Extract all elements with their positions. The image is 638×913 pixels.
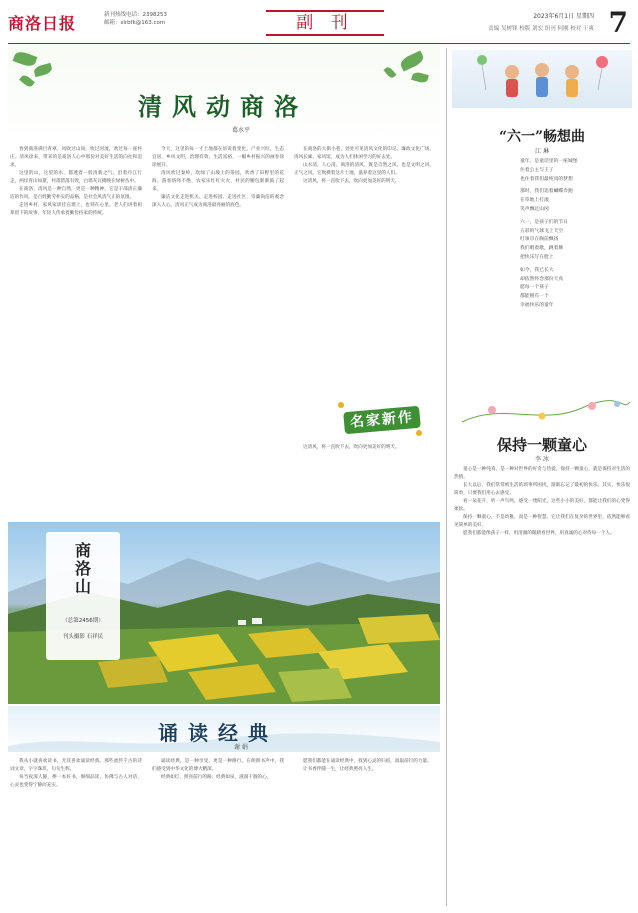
main-essay-title: 清风动商洛 — [138, 92, 308, 121]
paragraph: 我从小就喜欢读书，尤其喜欢诵读经典。那些流传千古的诗词文章，字字珠玑，句句生辉。 — [10, 759, 142, 772]
lower-essay-column-1 — [10, 758, 142, 906]
main-essay-column-3b — [294, 444, 434, 518]
badge-label: 名家新作 — [343, 406, 421, 435]
poem-line: 笑声飘过山冈 — [520, 206, 549, 212]
contact-info — [104, 11, 167, 27]
poem-line: 在草地上打滚 — [520, 198, 549, 204]
paragraph: 这清风，将一直吹下去，吹向更加美好的明天。 — [303, 179, 400, 184]
lower-essay-column-2 — [152, 758, 284, 906]
poem-line: 我们唱着歌，跳着舞 — [520, 246, 564, 252]
paragraph: 让书香伴随一生，让经典照亮人生。 — [303, 767, 377, 772]
lower-essay-author: 谢 娟 — [234, 744, 248, 751]
paragraph: 春到商洛满目青翠，风吹过山岗，吹过河流，吹过每一座村庄。清风徐来，带来的是商洛人心中那份对美好生活的向往和追求。 — [10, 147, 142, 168]
poem-title: “六一”畅想曲 — [498, 129, 586, 145]
leaf-decoration-icon — [19, 73, 35, 88]
flower-decoration-icon — [452, 382, 632, 430]
paragraph: 保持一颗童心，不是幼稚，而是一种智慧。它让我们在复杂的世界里，依然能够看见简单的美好。 — [454, 515, 630, 528]
dot-decoration-icon — [338, 402, 344, 408]
paragraph: 廉洁文化走进机关、走进校园、走进社区，崇廉尚洁的观念深入人心。清风正气成为商洛最亮丽的底色。 — [152, 195, 284, 208]
page-number: 7 — [608, 6, 628, 39]
right-essay-body — [454, 466, 630, 906]
main-essay-column-2 — [152, 146, 284, 518]
poem-line: 愿每一个孩子 — [520, 285, 549, 291]
masthead-divider — [8, 43, 630, 44]
poem-line: 童年，是童话里的一座城堡 — [520, 159, 578, 164]
editor-credits: 责编 吴树锋 校版 刘宏 组刊 何刚 校对 于爽 — [488, 26, 594, 32]
children-illustration-icon — [452, 50, 632, 108]
poem-line: 都能拥有一个 — [520, 294, 549, 300]
poem-line: 幸福快乐的童年 — [520, 302, 554, 308]
photo-title: 商洛山 — [74, 541, 91, 596]
poem-line: 也住着我们最纯真的梦想 — [520, 176, 573, 182]
paragraph: 长大以后，我们常常被生活的琐事所困扰，渐渐忘记了最初的快乐。其实，快乐很简单，只要我们用心去感受。 — [454, 483, 630, 496]
photo-credit: 刊头摄影 石祥民 — [62, 634, 104, 640]
right-essay-author: 李 冰 — [535, 456, 549, 463]
poem-header-illustration — [452, 50, 632, 108]
poem-line: 如今，我已长大 — [520, 267, 554, 273]
right-essay-title: 保持一颗童心 — [496, 436, 587, 454]
hotline-text: 新刊热线电话：2398253 — [104, 12, 167, 18]
paragraph: 在商洛的大街小巷，处处可见清风文化的印记。廉政文化广场、清风长廊、家风馆，成为人们休闲学习的好去处。 — [294, 147, 434, 160]
poem-line: 六一，是孩子们的节日 — [520, 219, 568, 225]
masthead — [8, 6, 630, 42]
email-text: 邮箱：slrbfk@163.com — [104, 20, 166, 26]
paragraph: 清风吹过秦岭，吹绿了山坡上的茶园，吹香了田野里的花海。游客络绎不绝，农家乐红红火火，村民的腰包渐渐鼓了起来。 — [152, 171, 284, 192]
paragraph: 童心是一种纯真，是一种对世界的好奇与热爱。保持一颗童心，就是保持对生活的热情。 — [454, 467, 630, 480]
leaf-decoration-icon — [33, 63, 53, 77]
new-work-badge — [336, 400, 424, 440]
main-essay-column-3 — [294, 146, 434, 396]
leaf-decoration-icon — [399, 50, 426, 71]
paragraph: 看一朵花开，听一声鸟鸣，感受一缕阳光，这些小小的美好，都能让我们的心变得柔软。 — [454, 499, 630, 512]
paragraph: 今天，这里的每一寸土地都在诉说着变化。产业兴旺，生态宜居，乡风文明，治理有效，生活富裕，一幅乡村振兴的画卷徐徐展开。 — [152, 147, 284, 168]
poem-line: 五彩的气球飞上天空 — [520, 228, 564, 234]
main-essay-column-1 — [10, 146, 142, 518]
paragraph: 经典如灯，照亮前行的路；经典如泉，滋润干涸的心。 — [161, 775, 272, 780]
poem-line: 却依然怀念那份天真 — [520, 276, 564, 282]
paragraph: 愿我们都能在诵读经典中，找到心灵的归宿，汲取前行的力量。 — [303, 759, 432, 764]
paragraph: 愿我们都能像孩子一样，用清澈的眼睛看世界，用真诚的心对待每一个人。 — [463, 531, 615, 536]
main-essay-author: 葛水平 — [232, 127, 251, 134]
poem-line: 红领巾在胸前飘扬 — [520, 237, 559, 243]
paragraph: 在商洛，清风是一种自然，更是一种精神。它是干部清正廉洁的作风，是百姓勤劳朴实的品格，是社会风清气正的氛围。 — [10, 187, 142, 200]
leaf-decoration-icon — [383, 66, 396, 80]
leaf-decoration-icon — [13, 50, 38, 69]
flower-ornament — [452, 382, 632, 430]
paragraph: 这清风，将一直吹下去，吹向更加美好的明天。 — [303, 445, 400, 450]
main-essay-header — [8, 47, 440, 143]
paragraph: 每当夜深人静，捧一本好书，细细品读，仿佛与古人对话，心灵也变得宁静而充实。 — [10, 775, 142, 788]
poem-author: 江 琳 — [535, 148, 549, 155]
paragraph: 山水清，人心清。商洛的清风，既是自然之风，也是文明之风、正气之风。它吹拂着这片土地，滋养着这里的人们。 — [294, 163, 434, 176]
poem-body — [520, 158, 630, 311]
dot-decoration-icon — [416, 430, 422, 436]
photo-caption-panel — [46, 532, 120, 660]
lower-essay-column-3 — [294, 758, 434, 906]
poem-line: 住着公主与王子 — [520, 167, 554, 173]
poem-line: 把快乐写在脸上 — [520, 254, 554, 260]
lower-essay-header — [8, 706, 440, 752]
paragraph: 这里的山，这里的水，都透着一股清新之气。沿着丹江行走，两岸青山如黛，村落错落有致，白墙灰瓦掩映在绿树丛中。 — [10, 171, 142, 184]
photo-issue-number: （总第2456期） — [62, 618, 104, 624]
poem-line: 那时，我们追着蝴蝶奔跑 — [520, 189, 573, 195]
lower-essay-title: 诵读经典 — [158, 721, 278, 745]
issue-date: 2023年6月1日 星期四 — [533, 13, 594, 20]
newspaper-logo: 商洛日报 — [8, 14, 77, 33]
column-divider — [446, 48, 447, 906]
paragraph: 走进乡村，家风家训挂在墙上，也刻在心里。老人们讲着祖辈留下的故事，年轻人传承着勤俭持家的传统。 — [10, 203, 142, 216]
leaf-decoration-icon — [411, 71, 429, 84]
section-title: 副 刊 — [266, 10, 384, 36]
paragraph: 诵读经典，是一种享受，更是一种修行。在朗朗书声中，我们感受到中华文化的博大精深。 — [152, 759, 284, 772]
